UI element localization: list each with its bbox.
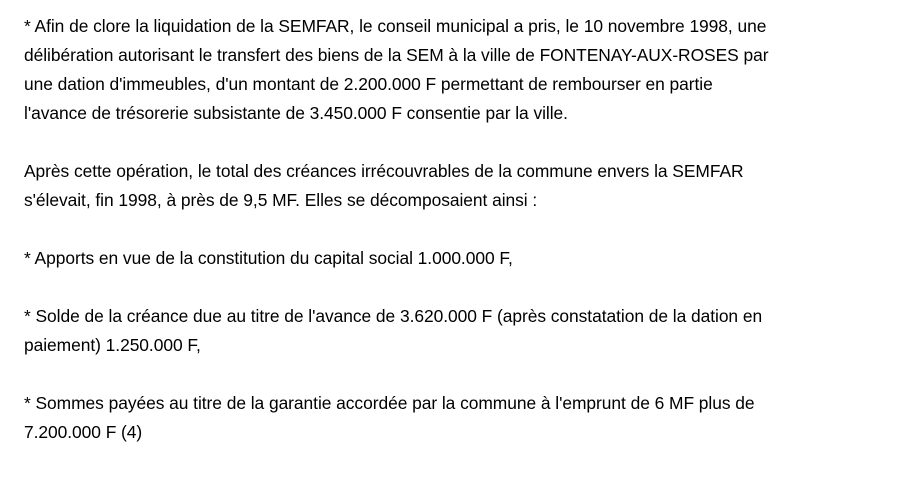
text-line: l'avance de trésorerie subsistante de 3.450.000 F consentie par la ville. [24, 103, 568, 123]
paragraph-liquidation [24, 12, 886, 128]
paragraph-gap [24, 128, 886, 157]
text-line: paiement) 1.250.000 F, [24, 335, 201, 355]
document-body [24, 12, 886, 447]
paragraph-apports [24, 244, 886, 273]
paragraph-garantie [24, 389, 886, 447]
paragraph-gap [24, 215, 886, 244]
text-line: Après cette opération, le total des créances irrécouvrables de la commune envers la SEMFAR [24, 161, 744, 181]
text-line: s'élevait, fin 1998, à près de 9,5 MF. Elles se décomposaient ainsi : [24, 190, 538, 210]
text-line: une dation d'immeubles, d'un montant de 2.200.000 F permettant de rembourser en partie [24, 74, 713, 94]
text-line: * Afin de clore la liquidation de la SEMFAR, le conseil municipal a pris, le 10 novembre 1998, une [24, 16, 767, 36]
paragraph-gap [24, 360, 886, 389]
text-line: * Sommes payées au titre de la garantie accordée par la commune à l'emprunt de 6 MF plus de [24, 393, 755, 413]
paragraph-gap [24, 273, 886, 302]
text-line: 7.200.000 F (4) [24, 422, 143, 442]
paragraph-total-creances [24, 157, 886, 215]
paragraph-solde-creance [24, 302, 886, 360]
text-line: * Apports en vue de la constitution du capital social 1.000.000 F, [24, 248, 513, 268]
text-line: délibération autorisant le transfert des biens de la SEM à la ville de FONTENAY-AUX-ROSES par [24, 45, 769, 65]
text-line: * Solde de la créance due au titre de l'avance de 3.620.000 F (après constatation de la dation en [24, 306, 763, 326]
